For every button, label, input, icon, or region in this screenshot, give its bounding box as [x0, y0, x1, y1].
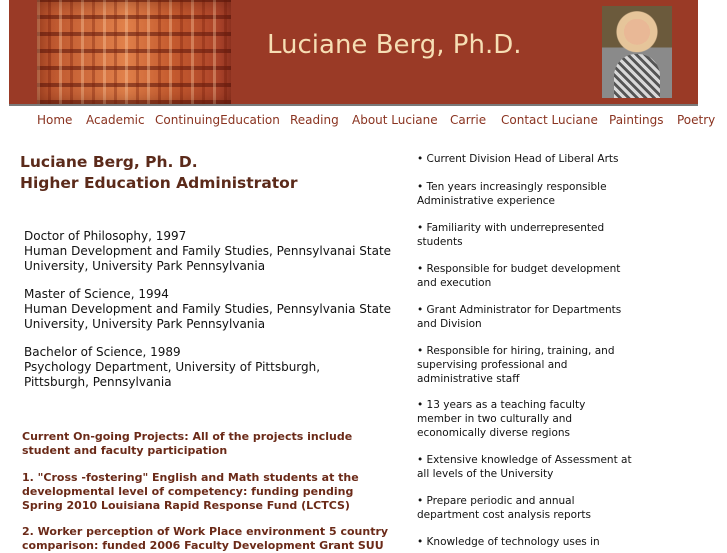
nav-home[interactable]: Home — [37, 113, 73, 127]
bullet-item — [417, 221, 642, 249]
project-line: 2. Worker perception of Work Place environment 5 country — [22, 525, 389, 538]
bullet-item — [417, 303, 642, 331]
degree-department: Human Development and Family Studies, Pennsylvanai State — [24, 244, 392, 258]
bullet-line: students — [417, 236, 463, 248]
portrait-jacket — [614, 54, 660, 98]
projects-intro — [22, 430, 352, 458]
nav-about-luciane[interactable]: About Luciane — [352, 113, 438, 127]
banner-divider — [9, 104, 698, 106]
nav-continuing-education[interactable]: ContinuingEducation — [155, 113, 280, 127]
degree-title: Master of Science, 1994 — [24, 287, 169, 301]
degree-department: Human Development and Family Studies, Pennsylvania State — [24, 302, 392, 316]
bullet-line: • Extensive knowledge of Assessment at — [417, 454, 632, 466]
bullet-item — [417, 152, 642, 166]
page-title: Luciane Berg, Ph. D. — [20, 153, 198, 171]
projects-intro-line: Current On-going Projects: All of the projects include — [22, 430, 353, 443]
nav-paintings[interactable]: Paintings — [609, 113, 664, 127]
degree-title: Doctor of Philosophy, 1997 — [24, 229, 187, 243]
bullet-line: • Current Division Head of Liberal Arts — [417, 153, 619, 165]
bullet-line: and execution — [417, 277, 492, 289]
nav-academic[interactable]: Academic — [86, 113, 145, 127]
degree-department: Psychology Department, University of Pittsburgh, — [24, 360, 321, 374]
project-line: Spring 2010 Louisiana Rapid Response Fund (LCTCS) — [22, 499, 350, 512]
project-line: 1. "Cross -fostering" English and Math students at the — [22, 471, 359, 484]
bullet-line: all levels of the University — [417, 468, 554, 480]
nav-carrie[interactable]: Carrie — [450, 113, 487, 127]
project-2 — [22, 525, 388, 553]
bullet-line: economically diverse regions — [417, 427, 570, 439]
bullet-line: • Familiarity with underrepresented — [417, 222, 605, 234]
header-banner — [9, 0, 698, 104]
bullet-item — [417, 535, 642, 549]
bullet-line: and Division — [417, 318, 482, 330]
bullet-line: • Prepare periodic and annual — [417, 495, 575, 507]
portrait-photo — [602, 6, 672, 98]
bullet-item — [417, 262, 642, 290]
bullet-line: supervising professional and — [417, 359, 568, 371]
bullet-line: • Knowledge of technology uses in — [417, 536, 600, 548]
project-line: comparison: funded 2006 Faculty Development Grant SUU — [22, 539, 384, 552]
bullet-line: department cost analysis reports — [417, 509, 591, 521]
degree-institution: Pittsburgh, Pennsylvania — [24, 375, 172, 389]
degree-masters — [24, 287, 391, 332]
bullet-line: member in two culturally and — [417, 413, 573, 425]
nav-poetry[interactable]: Poetry — [677, 113, 716, 127]
degree-bachelors — [24, 345, 320, 390]
nav-contact-luciane[interactable]: Contact Luciane — [501, 113, 598, 127]
bullet-line: Administrative experience — [417, 195, 555, 207]
bullet-item — [417, 398, 642, 440]
nav-reading[interactable]: Reading — [290, 113, 339, 127]
degree-doctorate — [24, 229, 391, 274]
page-subtitle: Higher Education Administrator — [20, 174, 298, 192]
project-line: developmental level of competency: funding pending — [22, 485, 354, 498]
bullet-line: • Responsible for hiring, training, and — [417, 345, 615, 357]
bullet-line: • 13 years as a teaching faculty — [417, 399, 586, 411]
bullet-item — [417, 494, 642, 522]
bullet-item — [417, 180, 642, 208]
bullet-line: administrative staff — [417, 373, 520, 385]
bullet-line: • Ten years increasingly responsible — [417, 181, 607, 193]
bullet-line: • Grant Administrator for Departments — [417, 304, 622, 316]
degree-institution: University, University Park Pennsylvania — [24, 259, 266, 273]
degree-title: Bachelor of Science, 1989 — [24, 345, 181, 359]
site-title: Luciane Berg, Ph.D. — [267, 30, 522, 60]
bullet-item — [417, 344, 642, 386]
bullet-line: • Responsible for budget development — [417, 263, 621, 275]
banner-artwork — [37, 0, 231, 104]
bullet-item — [417, 453, 642, 481]
degree-institution: University, University Park Pennsylvania — [24, 317, 266, 331]
projects-intro-line: student and faculty participation — [22, 444, 228, 457]
project-1 — [22, 471, 359, 513]
